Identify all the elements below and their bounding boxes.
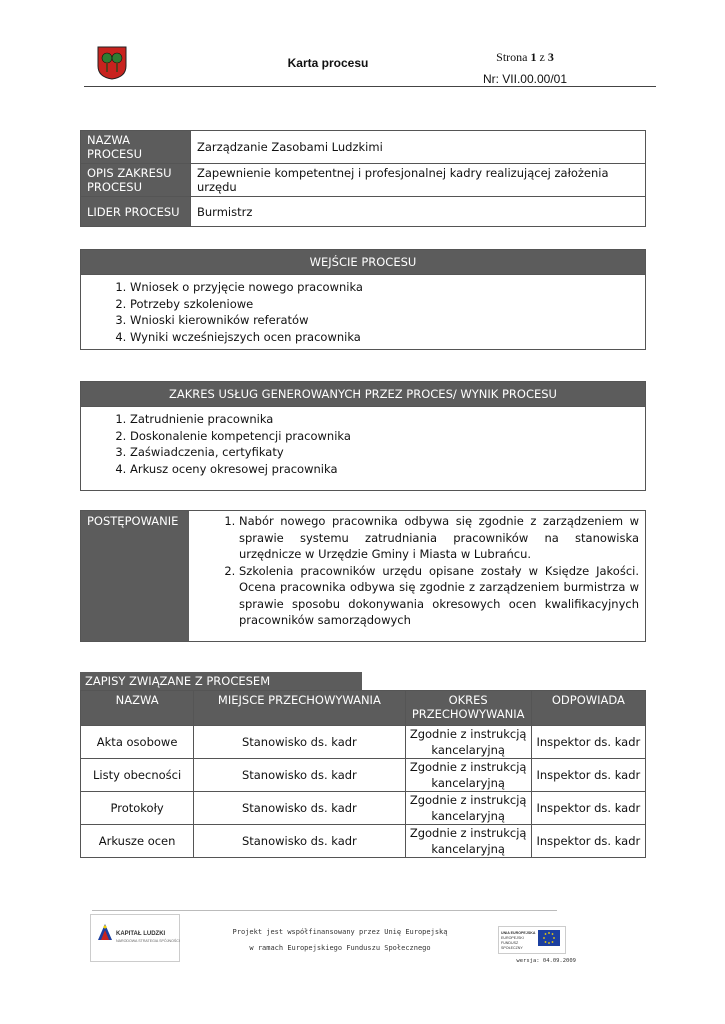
column-header: OKRES PRZECHOWYWANIA [405, 691, 531, 726]
table-row [81, 759, 646, 792]
list-item: 2. Doskonalenie kompetencji pracownika [130, 428, 645, 445]
process-outputs-heading: ZAKRES USŁUG GENEROWANYCH PRZEZ PROCES/ WYNIK PROCESU [81, 382, 645, 407]
procedure-list [191, 513, 639, 629]
table-row [81, 726, 646, 759]
table-cell: Protokoły [81, 792, 194, 825]
table-cell: Inspektor ds. kadr [531, 726, 645, 759]
list-item: 1. Zatrudnienie pracownika [130, 411, 645, 428]
page-number: Strona 1 z 3 [496, 50, 554, 64]
process-outputs-section [80, 381, 646, 491]
table-row [81, 825, 646, 858]
column-header: ODPOWIADA [531, 691, 645, 726]
kapital-ludzki-name: KAPITAŁ LUDZKI [116, 931, 166, 937]
list-item: 1. Wniosek o przyjęcie nowego pracownika [130, 279, 645, 296]
process-scope-value: Zapewnienie kompetentnej i profesjonalnej kadry realizującej założenia urzędu [191, 164, 646, 197]
column-header: NAZWA [81, 691, 194, 726]
kapital-ludzki-flag-icon [98, 924, 112, 940]
coat-of-arms-icon [97, 46, 127, 80]
procedure-label: POSTĘPOWANIE [81, 511, 189, 641]
table-cell: Listy obecności [81, 759, 194, 792]
header-divider [84, 86, 656, 87]
table-cell: Stanowisko ds. kadr [194, 726, 405, 759]
table-cell: Zgodnie z instrukcją kancelaryjną [405, 792, 531, 825]
table-cell: Zgodnie z instrukcją kancelaryjną [405, 825, 531, 858]
table-cell: Stanowisko ds. kadr [194, 825, 405, 858]
table-cell: Arkusze ocen [81, 825, 194, 858]
column-header: MIEJSCE PRZECHOWYWANIA [194, 691, 405, 726]
table-cell: Stanowisko ds. kadr [194, 759, 405, 792]
process-inputs-section [80, 249, 646, 350]
list-item: 2. Potrzeby szkoleniowe [130, 296, 645, 313]
eu-flag-icon [538, 930, 560, 946]
process-name-value: Zarządzanie Zasobami Ludzkimi [191, 131, 646, 164]
table-cell: Zgodnie z instrukcją kancelaryjną [405, 726, 531, 759]
list-item: 4. Arkusz oceny okresowej pracownika [130, 461, 645, 478]
process-name-label: NAZWA PROCESU [81, 131, 191, 164]
process-outputs-list [81, 411, 645, 477]
version-label: wersja: 04.09.2009 [516, 958, 576, 964]
records-heading: ZAPISY ZWIĄZANE Z PROCESEM [80, 672, 362, 690]
list-item: 3. Zaświadczenia, certyfikaty [130, 444, 645, 461]
table-cell: Inspektor ds. kadr [531, 825, 645, 858]
table-cell: Inspektor ds. kadr [531, 759, 645, 792]
process-leader-label: LIDER PROCESU [81, 197, 191, 227]
process-leader-value: Burmistrz [191, 197, 646, 227]
process-inputs-heading: WEJŚCIE PROCESU [81, 250, 645, 275]
table-cell: Inspektor ds. kadr [531, 792, 645, 825]
list-item: 3. Wnioski kierowników referatów [130, 312, 645, 329]
table-cell: Zgodnie z instrukcją kancelaryjną [405, 759, 531, 792]
procedure-section [80, 510, 646, 642]
process-scope-label: OPIS ZAKRESU PROCESU [81, 164, 191, 197]
document-number: Nr: VII.00.00/01 [482, 72, 568, 86]
table-cell: Stanowisko ds. kadr [194, 792, 405, 825]
process-info-table [80, 130, 646, 227]
eu-logo-text: UNIA EUROPEJSKA EUROPEJSKI FUNDUSZ SPOŁECZNY [501, 931, 536, 950]
list-item: 1. Nabór nowego pracownika odbywa się zgodnie z zarządzeniem w sprawie systemu zatrudniania pracowników na stanowiska urzędnicze w Urzędzie Gminy i Miasta w Lubrańcu. [239, 513, 639, 563]
records-table [80, 690, 646, 858]
document-title: Karta procesu [287, 56, 369, 70]
footer-divider [92, 910, 557, 911]
process-inputs-list [81, 279, 645, 345]
list-item: 4. Wyniki wcześniejszych ocen pracownika [130, 329, 645, 346]
table-cell: Akta osobowe [81, 726, 194, 759]
project-funding-note: Projekt jest współfinansowany przez Unię Europejską w ramach Europejskiego Funduszu Społecznego [232, 928, 448, 952]
list-item: 2. Szkolenia pracowników urzędu opisane zostały w Księdze Jakości. Ocena pracownika odbywa się zgodnie z zarządzeniem burmistrza w sprawie sposobu dokonywania okresowych ocen kwalifikacyjnych pracowników samorządowych [239, 563, 639, 629]
kapital-ludzki-subtitle: NARODOWA STRATEGIA SPÓJNOŚCI [116, 939, 180, 943]
table-row [81, 792, 646, 825]
